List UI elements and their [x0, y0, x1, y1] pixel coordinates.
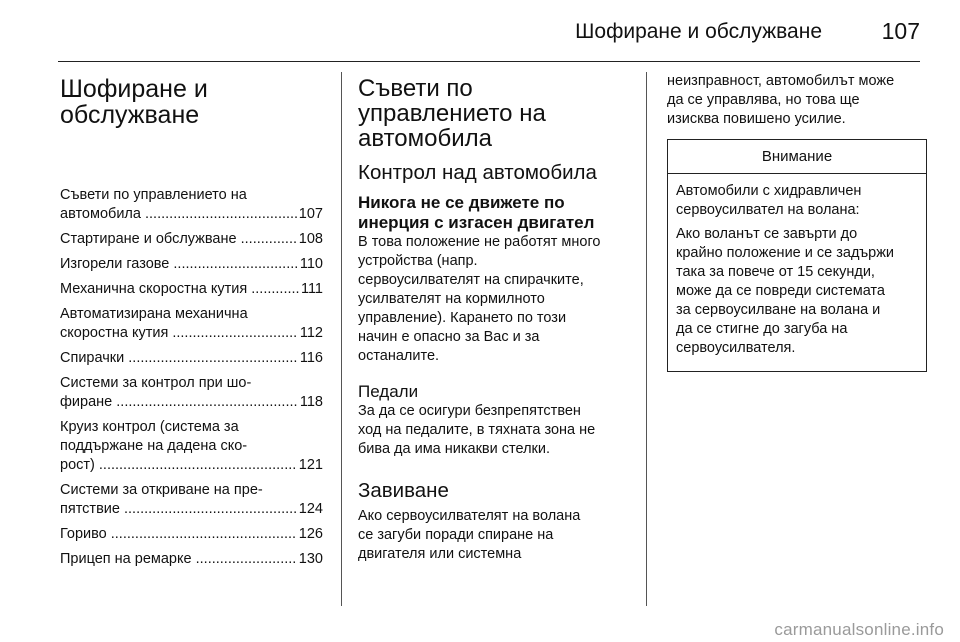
column-divider-2 [646, 72, 647, 606]
toc-item-row [60, 349, 323, 368]
toc-item[interactable] [60, 230, 323, 249]
toc-item-line: Круиз контрол (система за [60, 419, 239, 435]
toc-item-row [60, 550, 323, 569]
toc-item-row [60, 393, 323, 412]
text-line: Съвети по [358, 75, 473, 102]
coasting-heading [358, 193, 626, 233]
page-number: 107 [881, 18, 920, 44]
text-line: крайно положение и се задържи [676, 245, 895, 261]
watermark: carmanualsonline.info [774, 620, 944, 639]
chapter-title-line: Шофиране и [60, 75, 208, 103]
section-subtitle: Контрол над автомобила [358, 161, 597, 184]
warning-body [668, 174, 926, 371]
toc-item-row [60, 255, 323, 274]
toc-item[interactable] [60, 374, 323, 412]
toc-item[interactable] [60, 550, 323, 569]
toc-item[interactable] [60, 349, 323, 368]
toc-item-page: 107 [298, 206, 323, 222]
text-line: ход на педалите, в тяхната зона не [358, 422, 596, 438]
toc-item-page: 118 [299, 394, 323, 410]
text-line: автомобила [358, 125, 492, 152]
chapter-title-line: обслужване [60, 101, 200, 129]
toc-item-line: Съвети по управлението на [60, 187, 247, 203]
text-line: усилвателят на кормилното [358, 291, 545, 307]
toc-item-row [60, 324, 323, 343]
continuation-text [667, 72, 922, 129]
text-line: неизправност, автомобилът може [667, 73, 895, 89]
toc-item-row [60, 456, 323, 475]
text-line: Никога не се движете по [358, 193, 565, 212]
text-line: начин е опасно за Вас и за [358, 329, 540, 345]
text-line: да се стигне до загуба на [676, 321, 848, 337]
text-line: сервоусилвателя. [676, 340, 796, 356]
chapter-column [60, 76, 323, 575]
text-line: Ако воланът се завърти до [676, 226, 858, 242]
table-of-contents [60, 186, 323, 569]
toc-item-label: рост) ..... [60, 456, 297, 475]
text-line: инерция с изгасен двигател [358, 213, 595, 232]
warning-heading: Внимание [668, 140, 926, 174]
text-line: може да се повреди системата [676, 283, 885, 299]
toc-item-page: 116 [299, 350, 323, 366]
text-line: Автомобили с хидравличен [676, 183, 862, 199]
toc-item[interactable] [60, 481, 323, 519]
toc-item-label: Изгорели газове ..... [60, 255, 298, 274]
pedals-text [358, 402, 626, 459]
section-title [358, 76, 626, 151]
toc-item-label: Механична скоростна кутия ..... [60, 280, 299, 299]
toc-item[interactable] [60, 525, 323, 544]
toc-item-page: 124 [298, 501, 323, 517]
warning-paragraph [676, 182, 918, 220]
continuation-column [667, 72, 922, 372]
text-line: изисква повишено усилие. [667, 111, 846, 127]
text-line: сервоусилвателят на спирачките, [358, 272, 584, 288]
coasting-text [358, 233, 626, 366]
pedals-heading: Педали [358, 382, 419, 401]
toc-item-row [60, 280, 323, 299]
toc-item-label: Прицеп на ремарке ..... [60, 550, 297, 569]
text-line: двигателя или системна [358, 546, 522, 562]
toc-item[interactable] [60, 280, 323, 299]
text-line: се загуби поради спиране на [358, 527, 554, 543]
toc-item-page: 121 [298, 457, 323, 473]
toc-item[interactable] [60, 305, 323, 343]
text-line: В това положение не работят много [358, 234, 601, 250]
text-line: За да се осигури безпрепятствен [358, 403, 581, 419]
text-line: управлението на [358, 100, 546, 127]
toc-item-line: Автоматизирана механична [60, 306, 248, 322]
section-column [358, 76, 626, 564]
toc-item-row [60, 230, 323, 249]
toc-item[interactable] [60, 255, 323, 274]
text-line: сервоусилвател на волана: [676, 202, 860, 218]
column-divider-1 [341, 72, 342, 606]
toc-item-line: Системи за откриване на пре- [60, 482, 263, 498]
toc-item[interactable] [60, 186, 323, 224]
toc-item-label: Стартиране и обслужване ..... [60, 230, 297, 249]
toc-item[interactable] [60, 418, 323, 475]
toc-item-label: Гориво ..... [60, 525, 297, 544]
text-line: управление). Карането по този [358, 310, 567, 326]
text-line: да се управлява, но това ще [667, 92, 860, 108]
text-line: Ако сервоусилвателят на волана [358, 508, 581, 524]
toc-item-label: фиране ..... [60, 393, 298, 412]
steering-text [358, 507, 626, 564]
toc-item-row [60, 500, 323, 519]
toc-item-page: 126 [298, 526, 323, 542]
toc-item-page: 112 [299, 325, 323, 341]
running-header-title: Шофиране и обслужване [575, 20, 822, 43]
text-line: устройства (напр. [358, 253, 478, 269]
header-rule [58, 61, 920, 62]
toc-item-line: поддържане на дадена ско- [60, 438, 248, 454]
toc-item-row [60, 205, 323, 224]
toc-item-label: скоростна кутия ..... [60, 324, 298, 343]
warning-paragraph [676, 225, 918, 358]
toc-item-page: 110 [299, 256, 323, 272]
toc-item-row [60, 525, 323, 544]
text-line: за сервоусилване на волана и [676, 302, 881, 318]
chapter-title [60, 76, 323, 128]
steering-heading: Завиване [358, 479, 449, 502]
toc-item-label: автомобила ..... [60, 205, 297, 224]
toc-item-line: Системи за контрол при шо- [60, 375, 252, 391]
toc-item-label: Спирачки ..... [60, 349, 298, 368]
text-line: останалите. [358, 348, 440, 364]
toc-item-page: 111 [300, 281, 323, 297]
toc-item-label: пятствие ..... [60, 500, 297, 519]
text-line: така за повече от 15 секунди, [676, 264, 875, 280]
toc-item-page: 108 [298, 231, 323, 247]
text-line: бива да има никакви стелки. [358, 441, 551, 457]
toc-item-page: 130 [298, 551, 323, 567]
warning-box [667, 139, 927, 372]
